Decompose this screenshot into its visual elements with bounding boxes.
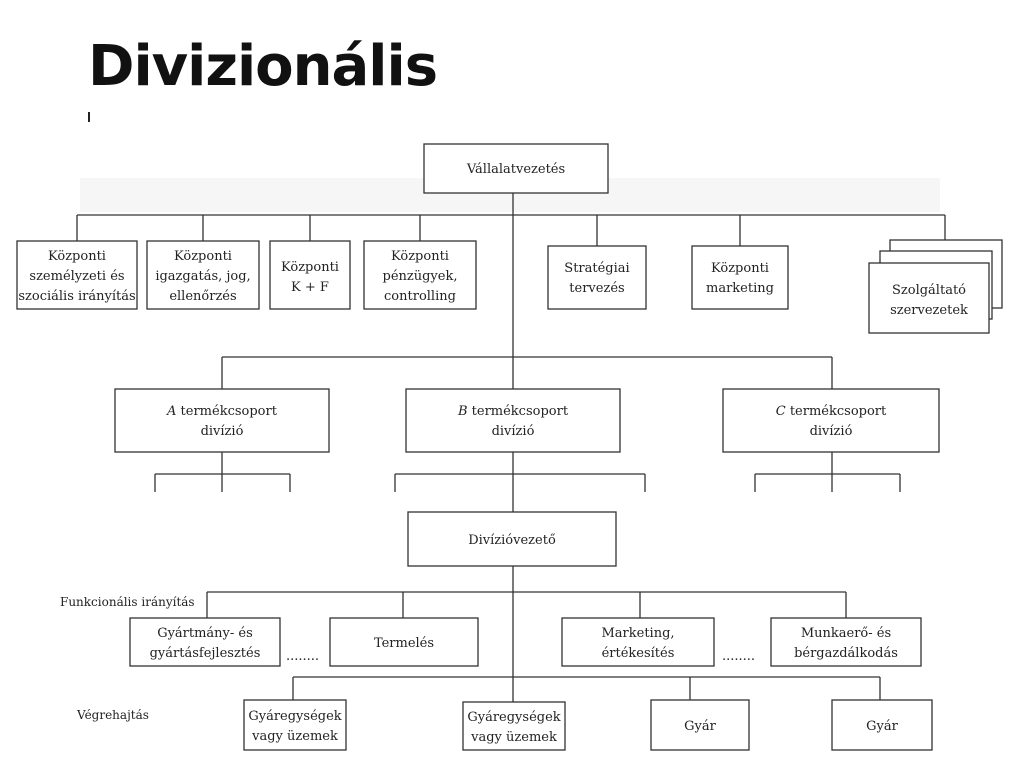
node-staff-5	[692, 246, 788, 309]
division-letter: B	[457, 404, 468, 419]
division-letter: C	[775, 404, 786, 419]
ellipsis-right: ........	[722, 649, 756, 664]
node-label: divízió	[200, 424, 244, 439]
node-label: divízió	[809, 424, 853, 439]
node-staff-4	[548, 246, 646, 309]
node-label: Gyártmány- és	[157, 626, 253, 641]
node-label: tervezés	[569, 281, 625, 296]
division-word: termékcsoport	[176, 404, 277, 419]
node-label: Központi	[391, 249, 449, 264]
node-division-a	[115, 389, 329, 452]
node-label: Divízióvezető	[468, 533, 556, 548]
node-label: igazgatás, jog,	[155, 269, 251, 284]
node-execution-0	[244, 700, 346, 750]
node-label: Stratégiai	[564, 261, 630, 276]
node-function-0	[130, 618, 280, 666]
node-function-3	[771, 618, 921, 666]
node-label: Központi	[281, 260, 339, 275]
node-label: Marketing,	[601, 626, 675, 641]
node-division-b	[406, 389, 620, 452]
node-function-2	[562, 618, 714, 666]
node-label: szervezetek	[890, 303, 968, 318]
node-label	[166, 404, 278, 419]
node-label: gyártásfejlesztés	[149, 646, 261, 661]
node-label: bérgazdálkodás	[794, 646, 898, 661]
node-label: marketing	[706, 281, 774, 296]
node-label: Gyáregységek	[248, 709, 342, 724]
node-label: Termelés	[373, 636, 435, 651]
slide-title: Divizionális	[88, 34, 438, 99]
node-label: értékesítés	[601, 646, 675, 661]
node-label: ellenőrzés	[169, 289, 237, 304]
node-label: személyzeti és	[29, 269, 125, 284]
node-label: Gyáregységek	[467, 710, 561, 725]
node-staff-6-stack	[869, 240, 1002, 333]
node-label: K + F	[291, 280, 329, 295]
node-staff-2	[270, 241, 350, 309]
node-label: controlling	[384, 289, 456, 304]
node-execution-3	[832, 700, 932, 750]
node-staff-0	[17, 241, 137, 309]
node-label: Központi	[174, 249, 232, 264]
node-label: szociális irányítás	[18, 289, 136, 304]
node-label	[776, 404, 887, 419]
node-label: Központi	[48, 249, 106, 264]
node-label: Munkaerő- és	[800, 626, 892, 641]
node-staff-1	[147, 241, 259, 309]
node-execution-1	[463, 702, 565, 750]
node-label: divízió	[491, 424, 535, 439]
node-label: Központi	[711, 261, 769, 276]
ellipsis-left: ........	[286, 649, 320, 664]
node-division-c	[723, 389, 939, 452]
division-word: termékcsoport	[467, 404, 569, 419]
node-label: Szolgáltató	[892, 283, 966, 298]
division-word: termékcsoport	[785, 404, 887, 419]
label-execution: Végrehajtás	[77, 708, 149, 722]
node-label: Gyár	[684, 719, 716, 734]
node-function-1	[330, 618, 478, 666]
node-label: Vállalatvezetés	[466, 162, 566, 177]
node-label: Gyár	[866, 719, 898, 734]
node-label: vagy üzemek	[252, 729, 338, 744]
division-letter: A	[167, 404, 177, 419]
node-division-head	[408, 512, 616, 566]
node-label	[457, 404, 569, 419]
node-top-management	[424, 144, 608, 193]
node-label: pénzügyek,	[382, 269, 458, 284]
node-execution-2	[651, 700, 749, 750]
label-functional-control: Funkcionális irányítás	[60, 595, 195, 609]
node-label: vagy üzemek	[471, 730, 557, 745]
node-staff-3	[364, 241, 476, 309]
